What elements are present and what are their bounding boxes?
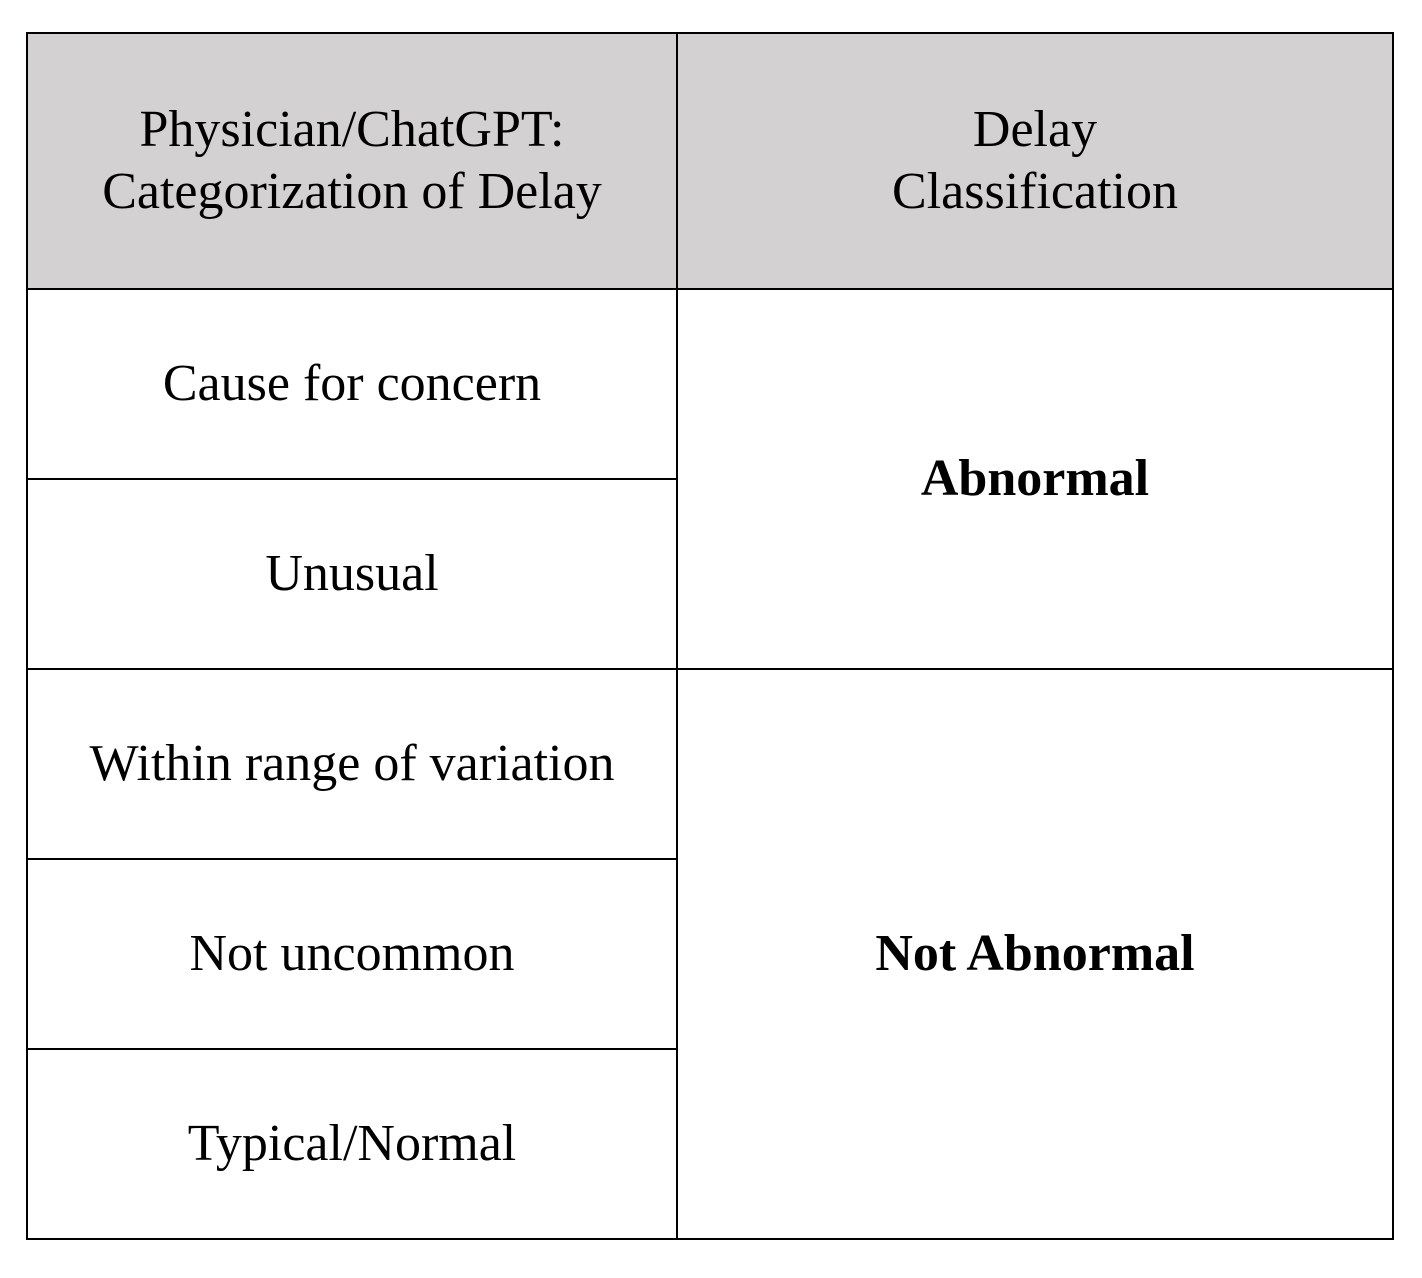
category-cell: Not uncommon <box>27 859 677 1049</box>
classification-cell-not-abnormal: Not Abnormal <box>677 669 1393 1239</box>
header-left-line-1: Physician/ChatGPT: <box>139 101 565 158</box>
table-header-row <box>27 33 1393 289</box>
category-cell: Unusual <box>27 479 677 669</box>
delay-classification-table <box>26 32 1394 1240</box>
category-cell: Within range of variation <box>27 669 677 859</box>
classification-cell-abnormal: Abnormal <box>677 289 1393 669</box>
table-row <box>27 669 1393 859</box>
header-right-line-1: Delay <box>972 101 1098 158</box>
category-cell: Cause for concern <box>27 289 677 479</box>
category-cell: Typical/Normal <box>27 1049 677 1239</box>
header-right-line-2: Classification <box>892 163 1178 220</box>
header-categorization-of-delay <box>27 33 677 289</box>
table-row <box>27 289 1393 479</box>
header-left-line-2: Categorization of Delay <box>102 163 602 220</box>
header-delay-classification <box>677 33 1393 289</box>
